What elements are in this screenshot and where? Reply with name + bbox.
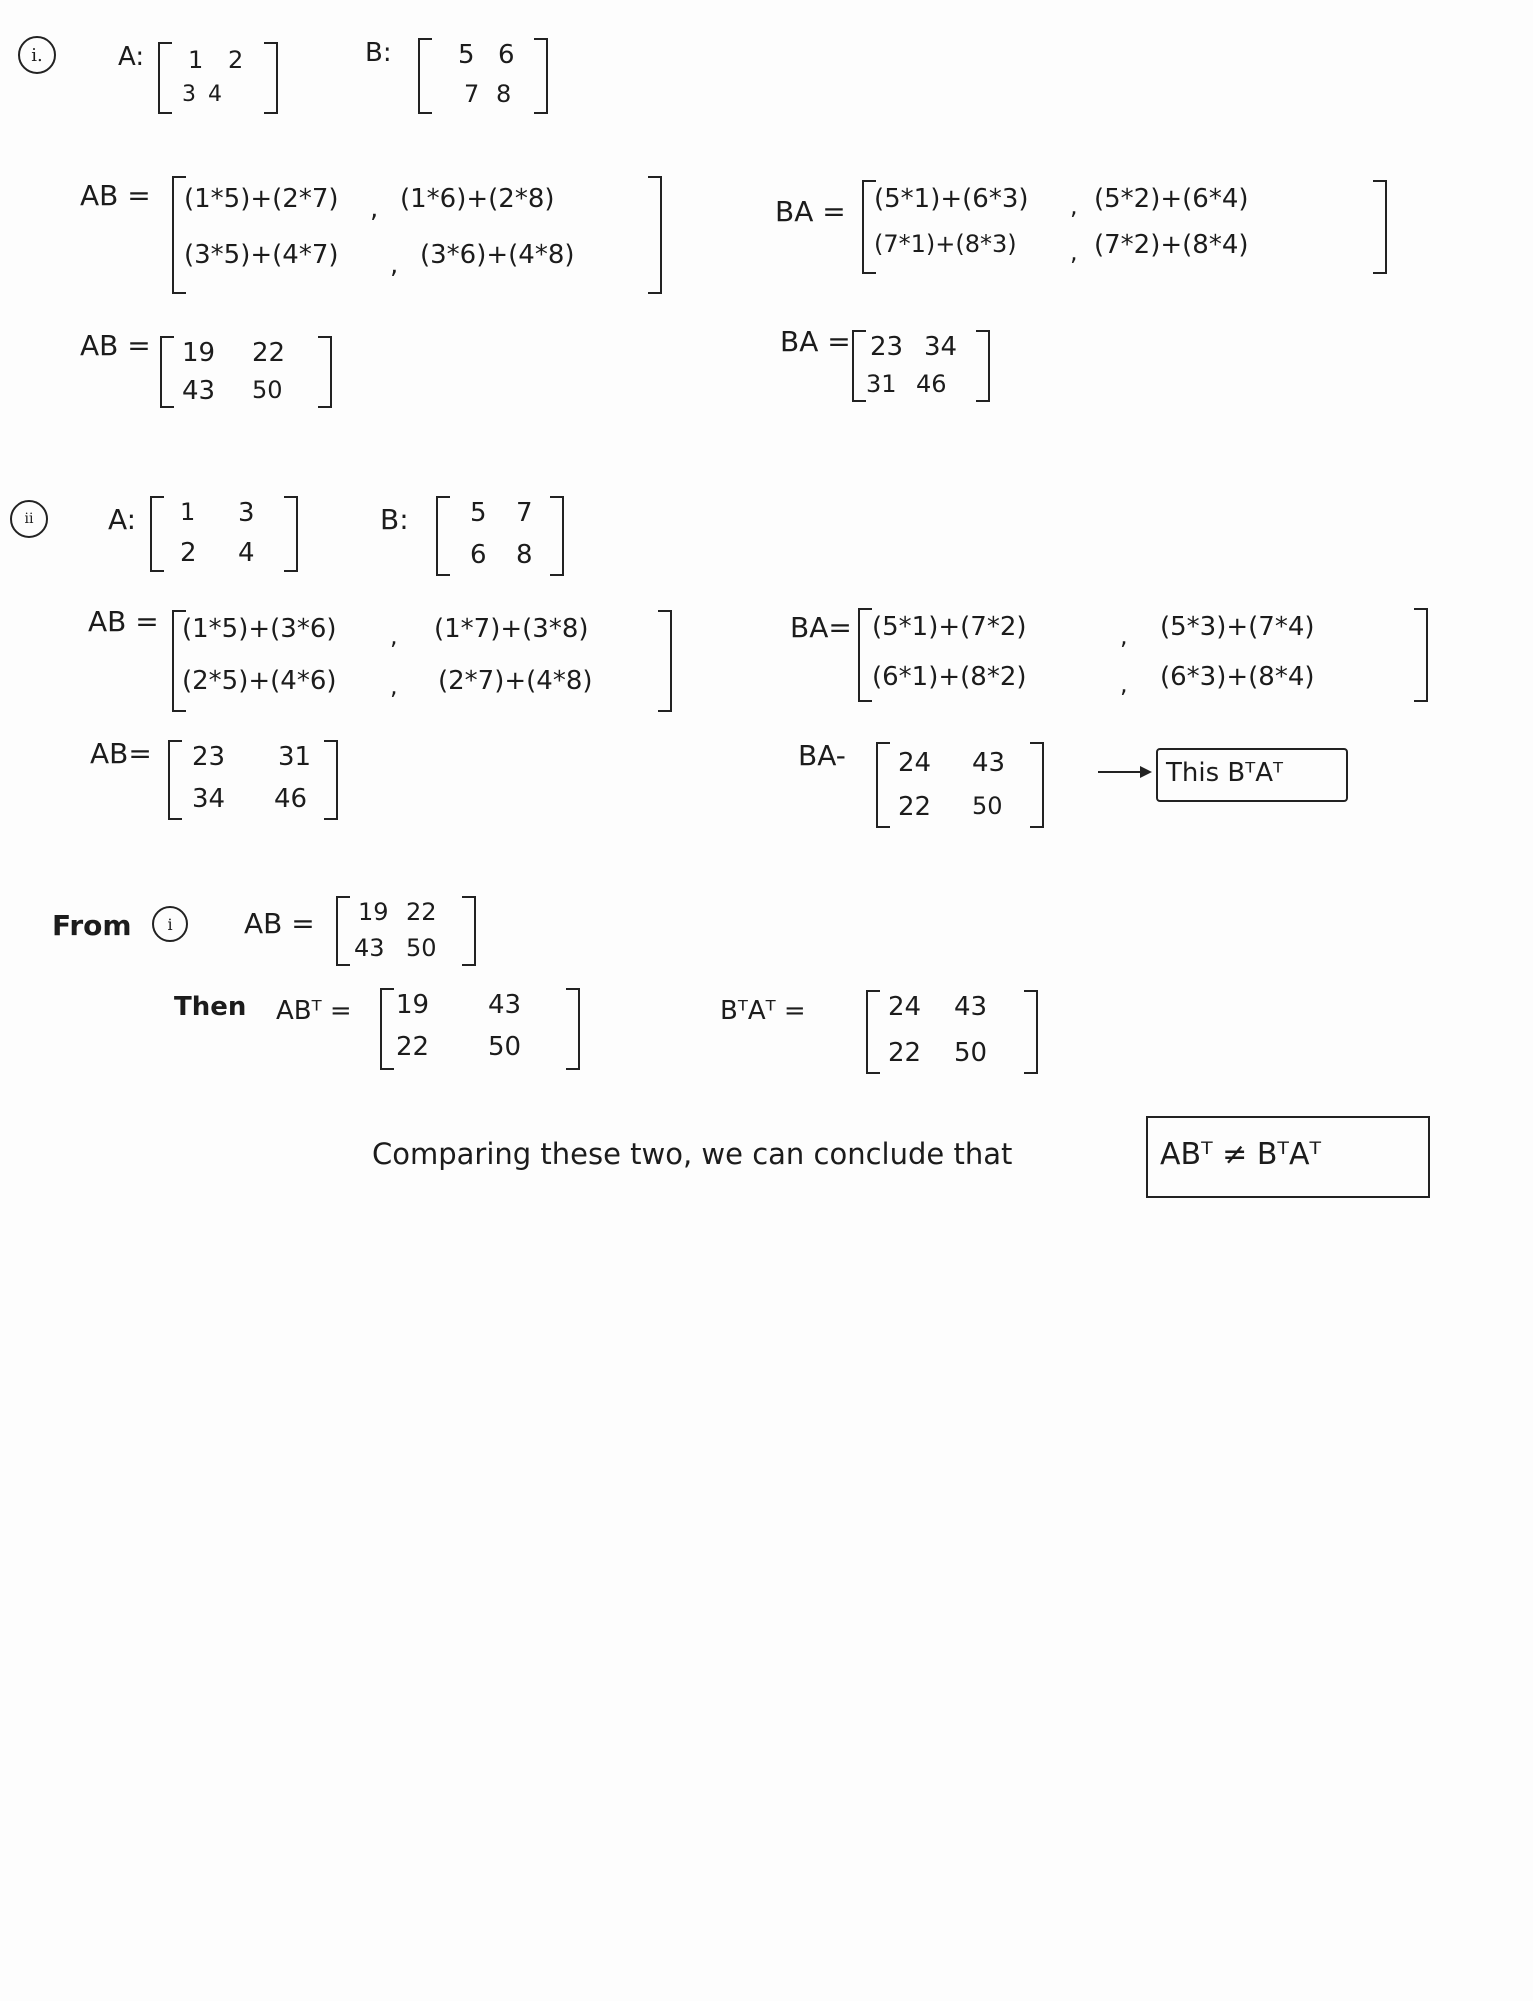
conclusion-ABT-matrix [380, 988, 580, 1070]
part2-B-12: 7 [516, 498, 533, 528]
part2-B-21: 6 [470, 540, 487, 570]
part1-BA-exp-comma1: , [1070, 192, 1078, 220]
part1-BA-exp-11: (5*1)+(6*3) [874, 184, 1029, 214]
part2-BA-exp-11: (5*1)+(7*2) [872, 612, 1027, 642]
part1-B-11: 5 [458, 40, 475, 70]
part2-BA-exp-21: (6*1)+(8*2) [872, 662, 1027, 692]
part1-A-22: 4 [208, 82, 222, 107]
part2-BA-exp-22: (6*3)+(8*4) [1160, 662, 1315, 692]
conc-AB-22: 50 [406, 934, 437, 962]
conclusion-ABT-label: ABᵀ = [276, 996, 352, 1026]
part1-A-21: 3 [182, 82, 196, 107]
conclusion-BTAT-matrix [866, 990, 1038, 1074]
conclusion-AB-matrix [336, 896, 476, 966]
part2-AB-result-label: AB= [90, 737, 152, 770]
conc-ABT-12: 43 [488, 990, 522, 1020]
part2-A-label: A: [108, 503, 137, 536]
conclusion-BTAT-label: BᵀAᵀ = [720, 996, 806, 1026]
part2-AB-expand-label: AB = [88, 605, 159, 638]
part2-BAr-12: 43 [972, 748, 1006, 778]
part1-B-label: B: [365, 38, 392, 68]
part-ii-marker-text: ii [24, 511, 34, 527]
part2-AB-exp-11: (1*5)+(3*6) [182, 614, 337, 644]
part1-BAr-12: 34 [924, 332, 958, 362]
part2-A-11: 1 [180, 498, 196, 526]
part2-A-12: 3 [238, 498, 255, 528]
part1-BA-expand-label: BA = [775, 195, 846, 228]
conc-ABT-21: 22 [396, 1032, 430, 1062]
part2-BA-exp-comma2: , [1120, 670, 1128, 698]
part1-B-12: 6 [498, 40, 515, 70]
conclusion-boxed-result: ABᵀ ≠ BᵀAᵀ [1160, 1137, 1322, 1172]
part1-BAr-11: 23 [870, 332, 904, 362]
part1-BA-exp-12: (5*2)+(6*4) [1094, 184, 1249, 214]
part1-ABr-11: 19 [182, 338, 216, 368]
part1-BA-result-label: BA = [780, 325, 851, 358]
part2-BA-exp-12: (5*3)+(7*4) [1160, 612, 1315, 642]
part1-B-22: 8 [496, 80, 512, 108]
part2-BA-result-label: BA- [798, 739, 846, 772]
part2-A-22: 4 [238, 538, 255, 568]
part1-AB-exp-comma1: , [370, 194, 379, 224]
part2-B-label: B: [380, 503, 409, 536]
part2-B-11: 5 [470, 498, 487, 528]
conc-ABT-11: 19 [396, 990, 430, 1020]
part1-BA-exp-21: (7*1)+(8*3) [874, 230, 1017, 258]
part1-ABr-21: 43 [182, 376, 216, 406]
part2-ABr-12: 31 [278, 742, 312, 772]
part1-BA-exp-comma2: , [1070, 238, 1078, 266]
conc-BTAT-11: 24 [888, 992, 922, 1022]
conc-BTAT-22: 50 [954, 1038, 988, 1068]
part1-A-11: 1 [188, 46, 204, 74]
part2-A-21: 2 [180, 538, 197, 568]
from-label: From [52, 909, 132, 942]
part1-AB-exp-22: (3*6)+(4*8) [420, 240, 575, 270]
from-part-i-marker-text: i [167, 914, 173, 934]
part1-AB-exp-12: (1*6)+(2*8) [400, 184, 555, 214]
conclusion-AB-label: AB = [244, 907, 315, 940]
part1-A-label: A: [118, 42, 145, 72]
part1-ABr-22: 50 [252, 376, 283, 404]
part2-BAr-11: 24 [898, 748, 932, 778]
part1-AB-exp-11: (1*5)+(2*7) [184, 184, 339, 214]
part1-AB-exp-21: (3*5)+(4*7) [184, 240, 339, 270]
from-part-i-marker [152, 906, 188, 942]
conc-BTAT-21: 22 [888, 1038, 922, 1068]
part1-BAr-22: 46 [916, 370, 947, 398]
part2-ABr-21: 34 [192, 784, 226, 814]
part2-AB-exp-comma2: , [390, 672, 398, 700]
part1-AB-exp-comma2: , [390, 250, 399, 280]
conc-AB-12: 22 [406, 898, 437, 926]
conclusion-sentence: Comparing these two, we can conclude that [372, 1137, 1013, 1171]
part2-BA-exp-comma1: , [1120, 622, 1128, 650]
part2-BAr-21: 22 [898, 792, 932, 822]
conc-AB-11: 19 [358, 898, 389, 926]
part2-AB-exp-12: (1*7)+(3*8) [434, 614, 589, 644]
part2-AB-exp-22: (2*7)+(4*8) [438, 666, 593, 696]
part2-AB-exp-21: (2*5)+(4*6) [182, 666, 337, 696]
part2-ABr-22: 46 [274, 784, 308, 814]
part1-BAr-21: 31 [866, 370, 897, 398]
part2-note-text: This BᵀAᵀ [1166, 758, 1284, 788]
part2-B-22: 8 [516, 540, 533, 570]
part1-AB-result-label: AB = [80, 329, 151, 362]
part2-BAr-22: 50 [972, 792, 1003, 820]
part2-AB-exp-comma1: , [390, 622, 398, 650]
part1-B-21: 7 [464, 80, 480, 108]
conc-ABT-22: 50 [488, 1032, 522, 1062]
part-i-marker-text: i. [31, 44, 43, 66]
then-label: Then [174, 992, 247, 1022]
part2-ABr-11: 23 [192, 742, 226, 772]
part1-AB-expand-label: AB = [80, 179, 151, 212]
part1-A-12: 2 [228, 46, 244, 74]
conc-AB-21: 43 [354, 934, 385, 962]
part2-BA-expand-label: BA= [790, 611, 852, 644]
part1-BA-exp-22: (7*2)+(8*4) [1094, 230, 1249, 260]
conc-BTAT-12: 43 [954, 992, 988, 1022]
part1-ABr-12: 22 [252, 338, 286, 368]
